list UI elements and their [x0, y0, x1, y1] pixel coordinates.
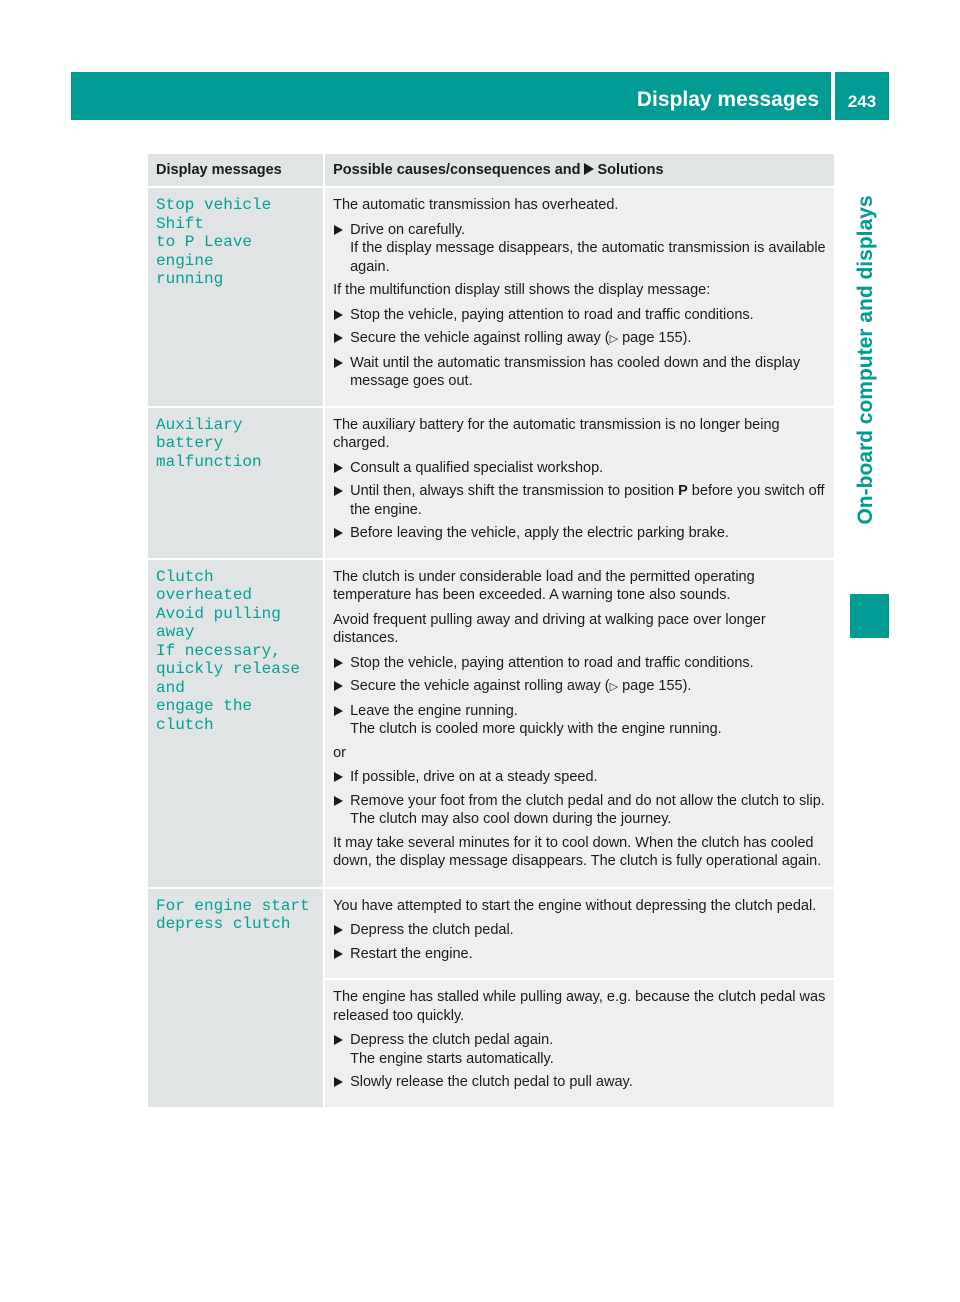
cause-text: The engine has stalled while pulling away, e.g. because the clutch pedal was released too quickly. — [333, 989, 826, 1024]
step-item: Until then, always shift the transmission to position P before you switch off the engine. — [333, 482, 826, 519]
solution-cell — [324, 559, 834, 888]
step-item: Stop the vehicle, paying attention to road and traffic conditions. — [333, 654, 826, 673]
chapter-side-tab — [842, 140, 890, 580]
action-arrow-icon — [584, 163, 594, 175]
cause-text: The automatic transmission has overheated. — [333, 197, 619, 213]
action-arrow-icon — [334, 706, 343, 716]
table-row — [148, 888, 834, 980]
display-message: Auxiliary battery malfunction — [156, 415, 262, 471]
message-cell — [148, 187, 324, 407]
message-cell — [148, 888, 324, 1108]
step-item: If possible, drive on at a steady speed. — [333, 768, 826, 787]
chapter-title: On-board computer and displays — [854, 195, 877, 525]
page-reference-link[interactable]: page 155). — [618, 678, 692, 694]
step-item: Secure the vehicle against rolling away (▷ page 155). — [333, 329, 826, 349]
action-arrow-icon — [334, 1035, 343, 1045]
table-row — [148, 407, 834, 559]
cause-text: The auxiliary battery for the automatic transmission is no longer being charged. — [333, 416, 780, 451]
page-number: 243 — [847, 92, 877, 111]
action-arrow-icon — [334, 528, 343, 538]
display-messages-table — [148, 154, 834, 1109]
page-reference-icon: ▷ — [609, 333, 619, 345]
step-item: Slowly release the clutch pedal to pull away. — [333, 1073, 826, 1092]
action-arrow-icon — [334, 463, 343, 473]
step-item: Drive on carefully. If the display message disappears, the automatic transmission is available again. — [333, 221, 826, 277]
chapter-marker-box — [850, 594, 889, 638]
step-item: Depress the clutch pedal. — [333, 921, 826, 940]
solution-cell — [324, 888, 834, 980]
step-item: Remove your foot from the clutch pedal and do not allow the clutch to slip. The clutch may also cool down during the journey. — [333, 792, 826, 829]
action-arrow-icon — [334, 333, 343, 343]
column-header-solutions-b: Solutions — [597, 161, 664, 178]
page-number-box — [835, 72, 889, 120]
message-cell — [148, 559, 324, 888]
step-item: Depress the clutch pedal again. The engine starts automatically. — [333, 1031, 826, 1068]
cause-text: The clutch is under considerable load and the permitted operating temperature has been exceeded. A warning tone also sounds. — [333, 568, 755, 603]
action-arrow-icon — [334, 681, 343, 691]
action-arrow-icon — [334, 949, 343, 959]
step-item: Secure the vehicle against rolling away (▷ page 155). — [333, 677, 826, 697]
action-arrow-icon — [334, 310, 343, 320]
column-header-solutions — [324, 154, 834, 187]
display-message: Stop vehicle Shift to P Leave engine running — [156, 196, 272, 288]
page-reference-link[interactable]: page 155). — [618, 330, 692, 346]
display-message: Clutch overheated Avoid pulling away If necessary, quickly release and engage the clutch — [156, 567, 301, 734]
column-header-messages: Display messages — [148, 154, 324, 187]
step-item: Before leaving the vehicle, apply the electric parking brake. — [333, 524, 826, 543]
step-item: Consult a qualified specialist workshop. — [333, 459, 826, 478]
action-arrow-icon — [334, 1077, 343, 1087]
solution-cell — [324, 407, 834, 559]
step-item: Wait until the automatic transmission has cooled down and the display message goes out. — [333, 354, 826, 391]
display-message: For engine start depress clutch — [156, 896, 310, 933]
action-arrow-icon — [334, 772, 343, 782]
action-arrow-icon — [334, 925, 343, 935]
or-text: or — [333, 744, 346, 761]
info-text: If the multifunction display still shows the display message: — [333, 282, 711, 298]
step-item: Restart the engine. — [333, 945, 826, 964]
action-arrow-icon — [334, 486, 343, 496]
info-text: It may take several minutes for it to cool down. When the clutch has cooled down, the display message disappears. The clutch is fully operational again. — [333, 834, 822, 869]
table-row — [148, 559, 834, 888]
solution-cell — [324, 979, 834, 1108]
table-row — [148, 187, 834, 407]
message-cell — [148, 407, 324, 559]
header-bar — [71, 72, 831, 120]
column-header-solutions-a: Possible causes/consequences and — [333, 161, 581, 178]
table-header-row — [148, 154, 834, 187]
info-text: Avoid frequent pulling away and driving at walking pace over longer distances. — [333, 611, 766, 646]
action-arrow-icon — [334, 658, 343, 668]
action-arrow-icon — [334, 225, 343, 235]
step-item: Leave the engine running. The clutch is cooled more quickly with the engine running. — [333, 702, 826, 739]
action-arrow-icon — [334, 358, 343, 368]
page-reference-icon: ▷ — [609, 681, 619, 693]
page-title: Display messages — [636, 88, 819, 111]
cause-text: You have attempted to start the engine without depressing the clutch pedal. — [333, 897, 817, 914]
action-arrow-icon — [334, 796, 343, 806]
solution-cell — [324, 187, 834, 407]
step-item: Stop the vehicle, paying attention to road and traffic conditions. — [333, 306, 826, 325]
